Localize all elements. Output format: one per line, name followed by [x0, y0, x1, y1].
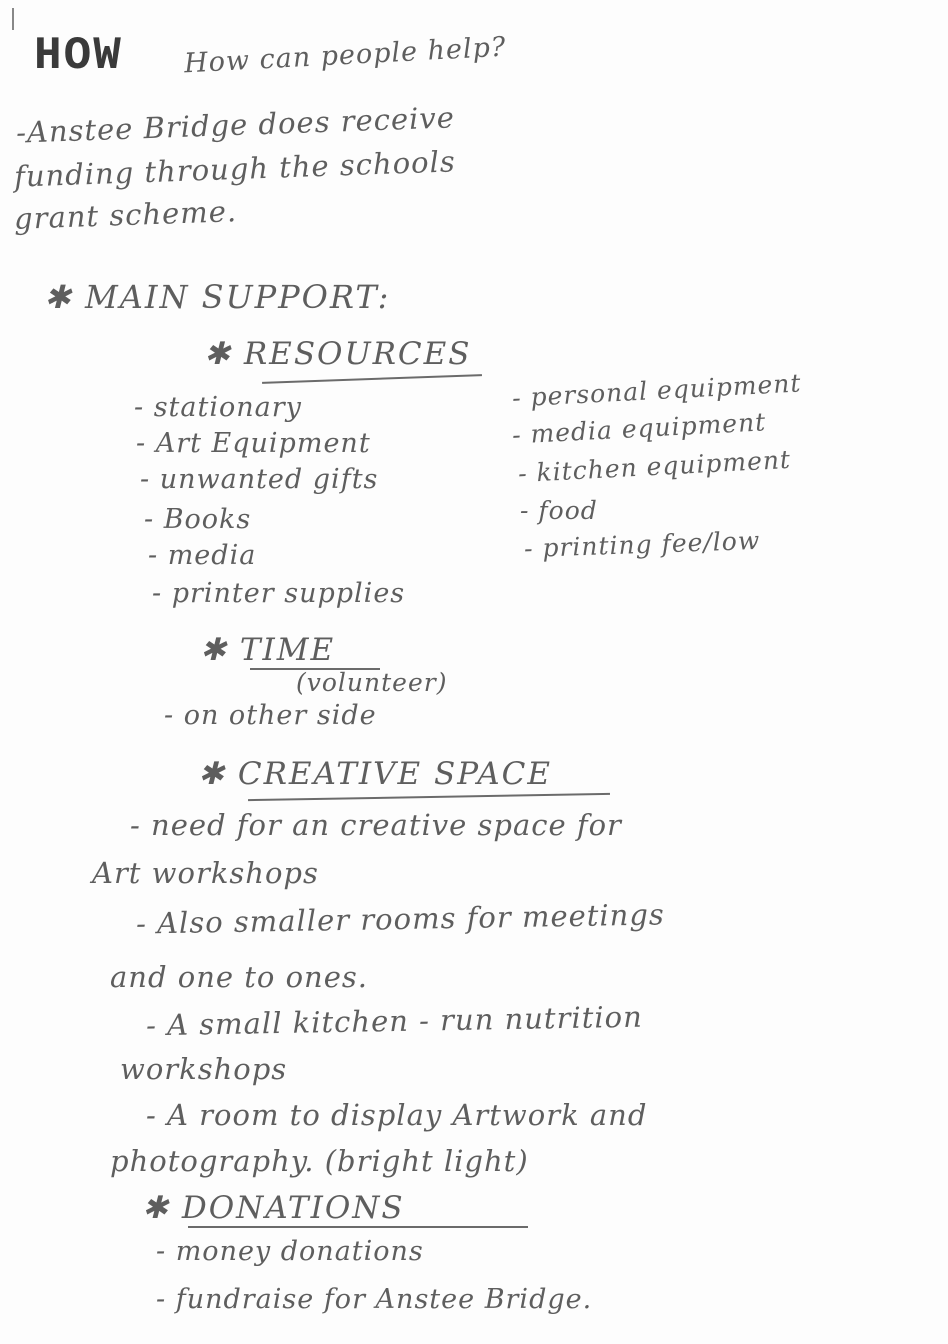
donations-label: DONATIONS	[181, 1190, 405, 1226]
creative-space-line: and one to ones.	[110, 960, 368, 994]
creative-space-underline	[248, 793, 610, 801]
creative-space-line: - A room to display Artwork and	[146, 1098, 648, 1132]
donations-underline	[188, 1226, 528, 1228]
main-support-heading	[44, 278, 390, 316]
asterisk-icon: ✱	[200, 632, 228, 668]
resource-item: - printer supplies	[152, 578, 406, 609]
creative-space-line: photography. (bright light)	[110, 1144, 529, 1178]
creative-space-line: Art workshops	[92, 856, 319, 890]
time-item: - on other side	[164, 700, 377, 731]
asterisk-icon: ✱	[142, 1190, 170, 1226]
resource-item: - printing fee/low	[523, 525, 761, 564]
resource-item: - personal equipment	[511, 368, 803, 413]
resources-label: RESOURCES	[243, 336, 472, 372]
creative-space-label: CREATIVE SPACE	[237, 756, 553, 792]
margin-tick-mark	[12, 8, 14, 30]
question-text: How can people help?	[183, 31, 508, 80]
page-title-stamp: HOW	[34, 30, 123, 82]
intro-line-1: -Anstee Bridge does receive	[15, 100, 456, 150]
resources-heading	[204, 336, 472, 372]
resource-item: - food	[520, 496, 598, 525]
resource-item: - media equipment	[511, 407, 767, 450]
resource-item: - kitchen equipment	[517, 444, 792, 489]
resource-item: - Art Equipment	[136, 428, 371, 459]
donations-heading	[142, 1190, 405, 1226]
creative-space-heading	[198, 756, 552, 792]
main-support-label: MAIN SUPPORT:	[84, 278, 391, 316]
time-label: TIME	[239, 632, 336, 668]
creative-space-line: - A small kitchen - run nutrition	[145, 999, 644, 1043]
resource-item: - stationary	[134, 392, 302, 423]
intro-line-3: grant scheme.	[13, 194, 238, 236]
donation-item: - fundraise for Anstee Bridge.	[156, 1284, 593, 1315]
time-heading	[200, 632, 335, 668]
creative-space-line: workshops	[120, 1052, 288, 1086]
resource-item: - media	[148, 540, 257, 571]
asterisk-icon: ✱	[44, 278, 73, 316]
resource-item: - Books	[144, 504, 252, 535]
creative-space-line: - need for an creative space for	[130, 808, 622, 842]
resource-item: - unwanted gifts	[140, 464, 379, 495]
time-subtitle: (volunteer)	[296, 668, 448, 697]
intro-line-2: funding through the schools	[13, 144, 457, 194]
creative-space-line: - Also smaller rooms for meetings	[135, 897, 666, 941]
resources-underline	[262, 374, 482, 383]
asterisk-icon: ✱	[198, 756, 226, 792]
asterisk-icon: ✱	[204, 336, 232, 372]
donation-item: - money donations	[156, 1236, 424, 1267]
